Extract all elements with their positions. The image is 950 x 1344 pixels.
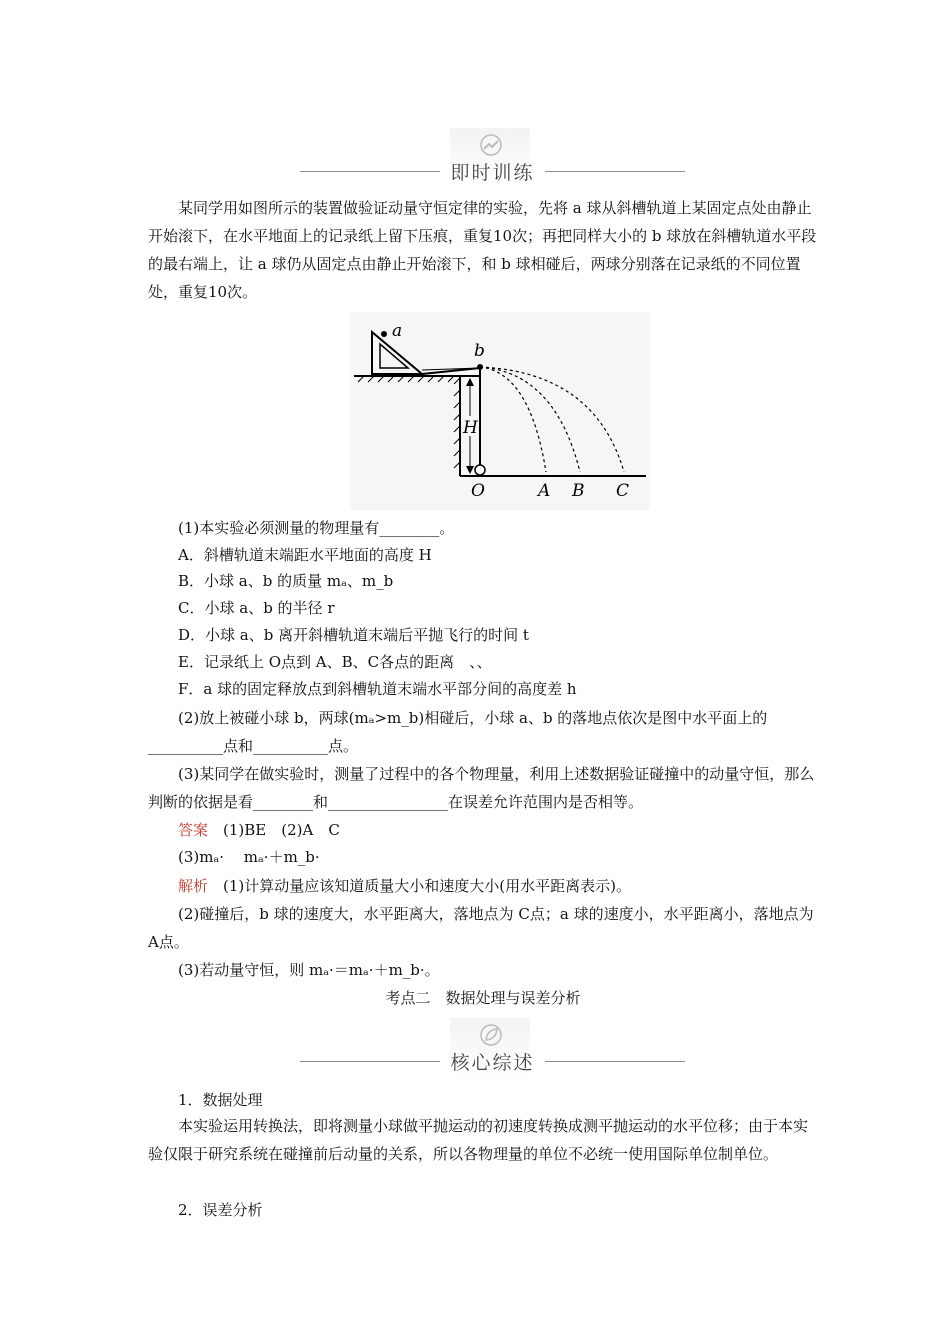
question-1: (1)本实验必须测量的物理量有________。 (178, 519, 455, 537)
section-banner-practice (300, 128, 685, 190)
experiment-figure (350, 312, 650, 510)
option-f: F．a 球的固定释放点到斜槽轨道末端水平部分间的高度差 h (178, 680, 577, 698)
option-a: A．斜槽轨道末端距水平地面的高度 H (178, 546, 432, 564)
label-b: b (474, 341, 485, 361)
banner-title: 核心综述 (450, 1052, 535, 1074)
label-O: O (471, 481, 485, 501)
label-a: a (392, 321, 403, 341)
analysis-label: 解析 (178, 877, 209, 895)
question-3: (3)某同学在做实验时，测量了过程中的各个物理量，利用上述数据验证碰撞中的动量守恒，那么判断的依据是看________和________________在误差允许范围内是否相等。 (148, 765, 815, 811)
banner-title: 即时训练 (450, 162, 535, 184)
intro-paragraph: 某同学用如图所示的装置做验证动量守恒定律的实验，先将 a 球从斜槽轨道上某固定点处由静止开始滚下，在水平地面上的记录纸上留下压痕，重复10次；再把同样大小的 b 球放在斜槽轨道水平段的最右端上，让 a 球仍从固定点由静止开始滚下，和 b 球相碰后，两球分别落在记录纸的不同位置处，重复10次。 (148, 199, 817, 301)
option-b: B．小球 a、b 的质量 mₐ、m_b (178, 572, 394, 590)
question-2: (2)放上被碰小球 b，两球(mₐ>m_b)相碰后，小球 a、b 的落地点依次是图中水平面上的__________点和__________点。 (148, 709, 768, 755)
heading-data-processing: 1．数据处理 (178, 1091, 263, 1109)
option-e: E．记录纸上 O点到 A、B、C各点的距离 、、 (178, 653, 492, 671)
answer-text-1: (1)BE (2)A C (223, 821, 340, 839)
section-title: 考点二 数据处理与误差分析 (385, 989, 581, 1007)
analysis-text-1: (1)计算动量应该知道质量大小和速度大小(用水平距离表示)。 (223, 877, 631, 895)
label-B: B (572, 481, 585, 501)
analysis-line-2: (2)碰撞后，b 球的速度大，水平距离大，落地点为 C点；a 球的速度小，水平距离小，落地点为 A点。 (148, 905, 814, 951)
answer-line-1 (148, 816, 818, 844)
answer-label: 答案 (178, 821, 209, 839)
analysis-line-3: (3)若动量守恒，则 mₐ·＝mₐ·＋m_b·。 (178, 961, 440, 979)
answer-line-2: (3)mₐ· mₐ·＋m_b· (178, 848, 320, 866)
label-H: H (463, 418, 478, 438)
section-banner-summary (300, 1018, 685, 1080)
label-A: A (538, 481, 551, 501)
trend-icon (478, 134, 504, 156)
leaf-icon (478, 1024, 504, 1046)
data-processing-paragraph: 本实验运用转换法，即将测量小球做平抛运动的初速度转换成测平抛运动的水平位移；由于本实验仅限于研究系统在碰撞前后动量的关系，所以各物理量的单位不必统一使用国际单位制单位。 (148, 1117, 809, 1163)
option-c: C．小球 a、b 的半径 r (178, 599, 335, 617)
analysis-line-1 (148, 872, 818, 900)
label-C: C (616, 481, 630, 501)
heading-error-analysis: 2．误差分析 (178, 1201, 263, 1219)
option-d: D．小球 a、b 离开斜槽轨道末端后平抛飞行的时间 t (178, 626, 529, 644)
